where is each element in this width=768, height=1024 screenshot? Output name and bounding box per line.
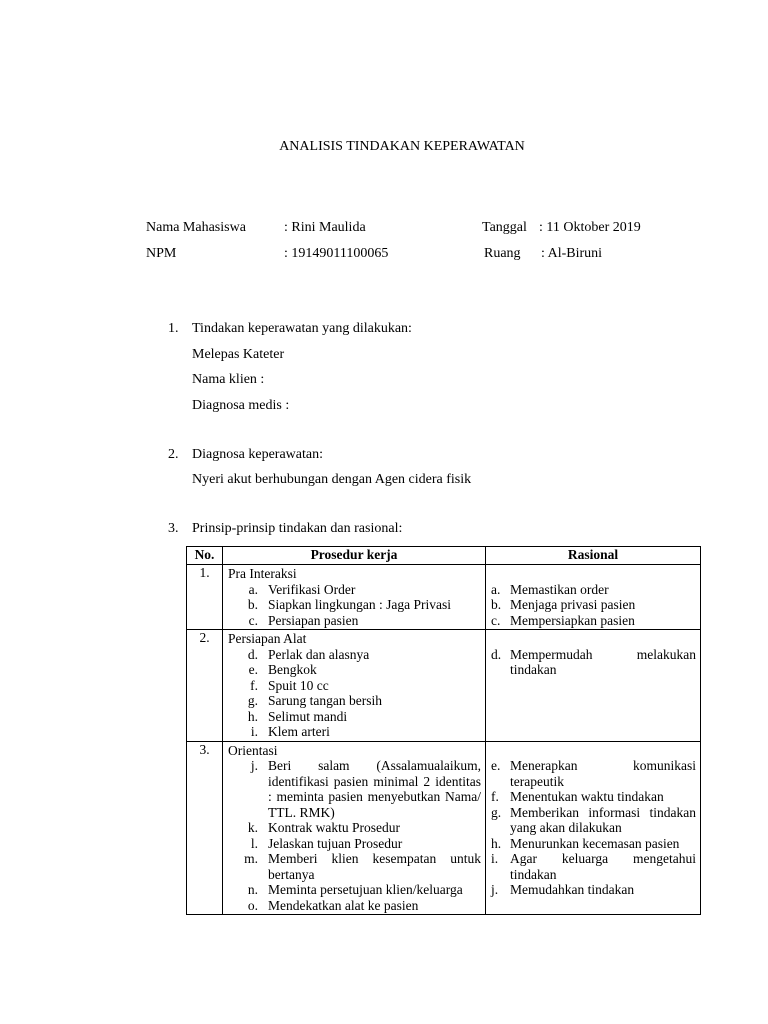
section-line: Melepas Kateter [192,347,285,362]
list-item: i. Agar keluarga mengetahui tindakan [491,851,696,882]
list-item: m. Memberi klien kesempatan untuk bertanya [244,851,481,882]
document-title: ANALISIS TINDAKAN KEPERAWATAN [279,139,525,154]
list-item: b. Siapkan lingkungan : Jaga Privasi [247,597,451,612]
tanggal-label: Tanggal [482,220,527,235]
list-item: g. Sarung tangan bersih [247,693,382,708]
list-item: i. Klem arteri [250,724,330,739]
list-item: a. Verifikasi Order [248,581,356,597]
tanggal-value: : 11 Oktober 2019 [539,220,641,235]
prosedur-cell [223,630,486,742]
list-item: a. Memastikan order [491,581,609,597]
section-number: 3. [168,521,179,536]
list-item: o. Mendekatkan alat ke pasien [247,897,419,913]
table-row [187,741,701,915]
list-item: k. Kontrak waktu Prosedur [247,820,400,835]
row-title: Orientasi [228,742,278,758]
list-item: h. Selimut mandi [247,708,348,724]
list-item: g. Memberikan informasi tindakan yang akan dilakukan [491,804,696,835]
header-prosedur: Prosedur kerja [223,547,486,565]
list-item: e. Bengkok [248,662,317,677]
list-item: b. Menjaga privasi pasien [491,597,636,612]
row-number: 3. [187,741,223,915]
list-item: d. Mempermudah melakukan tindakan [491,646,696,677]
section-heading: Tindakan keperawatan yang dilakukan: [192,321,412,336]
rasional-cell [486,565,701,630]
ruang-label: Ruang [484,246,521,261]
section-heading: Diagnosa keperawatan: [192,447,323,462]
table-row [187,630,701,742]
list-item: d. Perlak dan alasnya [247,646,370,662]
table-row [187,565,701,630]
list-item: h. Menurunkan kecemasan pasien [491,835,680,851]
rasional-cell [486,741,701,915]
section-line: Nyeri akut berhubungan dengan Agen cidera fisik [192,472,472,487]
table-header-row [187,547,701,565]
list-item: j. Beri salam (Assalamualaikum, identifikasi pasien minimal 2 identitas : meminta pasien menyebutkan Nama/ TTL. RMK) [250,758,481,820]
list-item: l. Jelaskan tujuan Prosedur [250,835,403,851]
nama-value: : Rini Maulida [284,220,366,235]
header-no: No. [187,547,223,565]
list-item: c. Persiapan pasien [248,612,359,628]
list-item: j. Memudahkan tindakan [491,882,635,897]
row-title: Persiapan Alat [228,631,307,646]
list-item: n. Meminta persetujuan klien/keluarga [247,882,463,897]
section-line: Nama klien : [192,372,265,387]
ruang-value: : Al-Biruni [541,246,603,261]
procedure-table [186,546,701,915]
rasional-cell [486,630,701,742]
section-heading: Prinsip-prinsip tindakan dan rasional: [192,521,403,536]
npm-value: : 19149011100065 [284,246,389,261]
section-line: Diagnosa medis : [192,398,290,413]
nama-label: Nama Mahasiswa [146,220,246,235]
prosedur-cell [223,741,486,915]
list-item: f. Spuit 10 cc [250,677,329,693]
list-item: f. Menentukan waktu tindakan [491,789,664,804]
list-item: e. Menerapkan komunikasi terapeutik [491,758,696,789]
row-number: 2. [187,630,223,742]
header-rasional: Rasional [486,547,701,565]
npm-label: NPM [146,246,177,261]
section-number: 2. [168,447,179,462]
row-number: 1. [187,565,223,630]
list-item: c. Mempersiapkan pasien [491,612,635,628]
row-title: Pra Interaksi [228,566,297,581]
section-number: 1. [168,321,179,336]
prosedur-cell [223,565,486,630]
